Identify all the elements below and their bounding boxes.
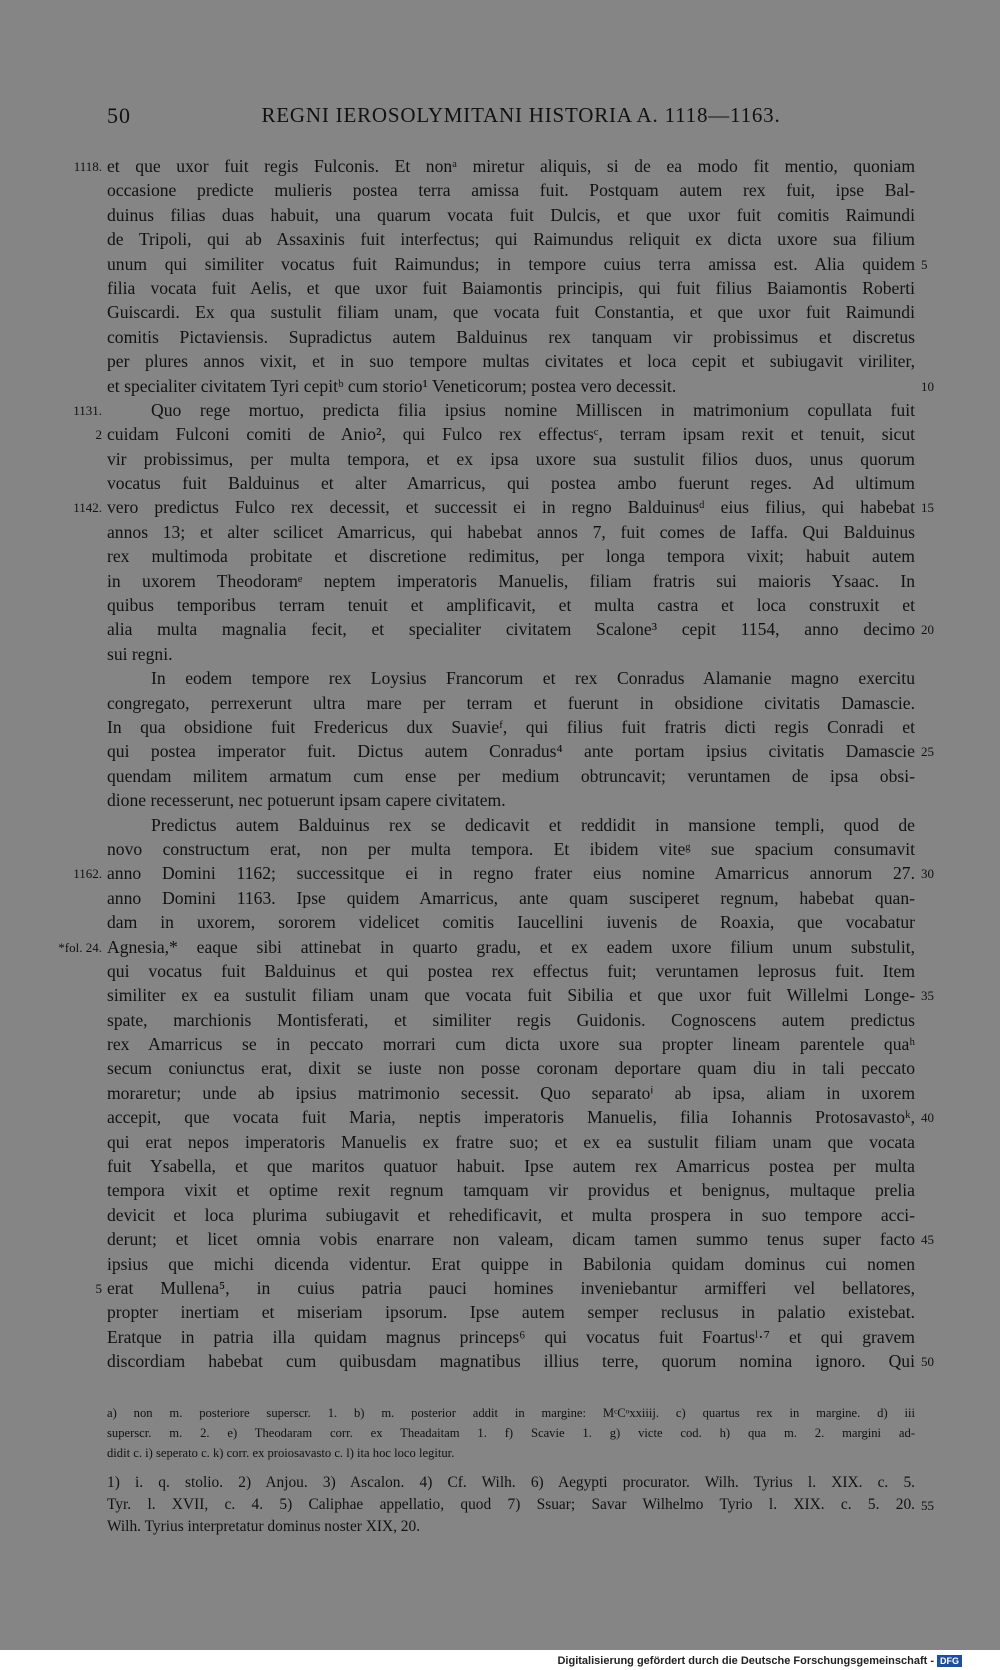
left-margin-note: 5 — [95, 1280, 102, 1296]
text-line — [0, 276, 1000, 300]
text-line — [0, 544, 1000, 568]
footnote-line — [0, 1516, 1000, 1538]
apparatus-line: superscr. m. 2. e) Theodaram corr. ex Theadaitam 1. f) Scavie 1. g) victe cod. h) qua m. 2. margini ad- — [107, 1426, 915, 1440]
text-line — [0, 1081, 1000, 1105]
text-line — [0, 398, 1000, 422]
line-text: quibus temporibus terram tenuit et amplificavit, et multa castra et loca construxit et — [107, 595, 915, 616]
line-text: erat Mullena⁵, in cuius patria pauci homines inveniebantur armifferi vel bellatores, — [107, 1277, 915, 1298]
line-text: moraretur; unde ab ipsius matrimonio secessit. Quo separatoⁱ ab ipsa, aliam in uxorem — [107, 1082, 915, 1103]
line-text: de Tripoli, qui ab Assaxinis fuit interfectus; qui Raimundus reliquit ex dicta uxore sua filium — [107, 229, 915, 250]
text-line — [0, 715, 1000, 739]
text-line — [0, 959, 1000, 983]
line-text: Quo rege mortuo, predicta filia ipsius nomine Milliscen in matrimonium copullata fuit — [151, 399, 915, 420]
text-line — [0, 1130, 1000, 1154]
line-text: anno Domini 1163. Ipse quidem Amarricus, ante quam susciperet regnum, habebat quan- — [107, 887, 915, 908]
text-line — [0, 1056, 1000, 1080]
apparatus-line: a) non m. posteriore superscr. 1. b) m. posterior addit in margine: MᶜCᵒxxiiij. c) quartus rex in margine. d) iii — [107, 1406, 915, 1420]
text-line — [0, 1032, 1000, 1056]
text-line — [0, 447, 1000, 471]
line-text: tempora vixit et optime rexit regnum tamquam vir providus et benignus, multaque prelia — [107, 1180, 915, 1201]
line-number: 35 — [921, 988, 934, 1004]
line-text: per plures annos vixit, et in suo tempore multas civitates et loca cepit et subiugavit viriliter, — [107, 351, 915, 372]
line-number: 15 — [921, 500, 934, 516]
line-text: secum coniunctus erat, dixit se iuste non posse coronam deportare quam diu in tali peccato — [107, 1058, 915, 1079]
line-text: vero predictus Fulco rex decessit, et successit ei in regno Balduinusᵈ eius filius, qui habebat — [107, 497, 915, 518]
footnote-line — [0, 1494, 1000, 1516]
text-line — [0, 495, 1000, 519]
line-text: occasione predicte mulieris postea terra amissa fuit. Postquam autem rex fuit, ipse Bal- — [107, 180, 915, 201]
left-margin-note: 1131. — [73, 402, 102, 418]
line-text: ipsius que michi dicenda videntur. Erat quippe in Babilonia quidam dominus cui nomen — [107, 1253, 915, 1274]
apparatus-line: didit c. i) seperato c. k) corr. ex proiosavasto c. l) ita hoc loco legitur. — [107, 1446, 455, 1460]
line-text: discordiam habebat cum quibusdam magnatibus illius terre, quorum nomina ignoro. Qui — [107, 1351, 915, 1372]
running-title: REGNI IEROSOLYMITANI HISTORIA A. 1118—1163. — [261, 103, 781, 127]
line-text: unum qui similiter vocatus fuit Raimundus; in tempore cuius terra amissa est. Alia quidem — [107, 253, 915, 274]
critical-apparatus — [107, 1403, 915, 1463]
text-line — [0, 1252, 1000, 1276]
text-line — [0, 1325, 1000, 1349]
line-text: similiter ex ea sustulit filiam unam que vocata fuit Sibilia et que uxor fuit Willelmi Longe- — [107, 985, 915, 1006]
footnote-text: Wilh. Tyrius interpretatur dominus noster XIX, 20. — [107, 1518, 421, 1535]
line-number: 40 — [921, 1110, 934, 1126]
text-line — [0, 154, 1000, 178]
line-text: qui vocatus fuit Balduinus et qui postea rex effectus fuit; veruntamen leprosus fuit. Item — [107, 960, 915, 981]
text-line — [0, 910, 1000, 934]
line-text: Agnesia,* eaque sibi attinebat in quarto gradu, et ex eadem uxore filium unum substulit, — [107, 936, 915, 957]
line-text: fuit Ysabella, et que maritos quatuor habuit. Ipse autem rex Amarricus postea per multa — [107, 1156, 915, 1177]
text-line — [0, 1300, 1000, 1324]
line-text: qui erat nepos imperatoris Manuelis ex fratre suo; et ex ea sustulit filiam unam que vocata — [107, 1131, 915, 1152]
line-text: duinus filias duas habuit, una quarum vocata fuit Dulcis, et que uxor fuit comitis Raimundi — [107, 204, 915, 225]
text-line — [0, 691, 1000, 715]
footnote-text: Tyr. l. XVII, c. 4. 5) Caliphae appellatio, quod 7) Ssuar; Savar Wilhelmo Tyrio l. XIX. c. 5. 20. — [107, 1496, 915, 1513]
text-line — [0, 300, 1000, 324]
line-text: sui regni. — [107, 643, 173, 664]
text-line — [0, 593, 1000, 617]
text-line — [0, 203, 1000, 227]
line-number: 45 — [921, 1232, 934, 1248]
text-line — [0, 1008, 1000, 1032]
line-text: dione recesserunt, nec potuerunt ipsam capere civitatem. — [107, 790, 506, 811]
digitization-credit — [557, 1655, 962, 1667]
text-line — [0, 837, 1000, 861]
dfg-logo: DFG — [937, 1655, 962, 1667]
text-line — [0, 861, 1000, 885]
text-line — [0, 739, 1000, 763]
line-text: quendam militem armatum cum ense per medium obtruncavit; veruntamen de ipsa obsi- — [107, 765, 915, 786]
line-text: novo constructum erat, non per multa tempora. Et ibidem viteᵍ sue spacium consumavit — [107, 838, 915, 859]
text-line — [0, 1178, 1000, 1202]
text-line — [0, 617, 1000, 641]
line-number: 55 — [921, 1498, 934, 1513]
line-text: filia vocata fuit Aelis, et que uxor fuit Baiamontis principis, qui fuit filius Baiamontis Roberti — [107, 277, 915, 298]
line-text: In qua obsidione fuit Fredericus dux Suavieᶠ, qui filius fuit fratris dicti regis Conradi et — [107, 716, 915, 737]
text-line — [0, 374, 1000, 398]
text-line — [0, 227, 1000, 251]
line-number: 50 — [921, 1354, 934, 1370]
text-line — [0, 1203, 1000, 1227]
line-text: spate, marchionis Montisferati, et similiter regis Guidonis. Cognoscens autem predictus — [107, 1009, 915, 1030]
line-text: in uxorem Theodoramᵉ neptem imperatoris Manuelis, filiam fratris sui maioris Ysaac. In — [107, 570, 915, 591]
line-text: et specialiter civitatem Tyri cepitᵇ cum storio¹ Veneticorum; postea vero decessit. — [107, 375, 677, 396]
line-number: 5 — [921, 256, 928, 272]
page-header — [107, 103, 935, 133]
line-text: dam in uxorem, sororem videlicet comitis Iaucellini iuvenis de Roaxia, que vocabatur — [107, 912, 915, 933]
line-text: vocatus fuit Balduinus et alter Amarricus, qui postea ambo fuerunt reges. Ad ultimum — [107, 473, 915, 494]
text-line — [0, 349, 1000, 373]
footnote-text: 1) i. q. stolio. 2) Anjou. 3) Ascalon. 4) Cf. Wilh. 6) Aegypti procurator. Wilh. Tyrius l. XIX. c. 5. — [107, 1474, 915, 1491]
text-line — [0, 1349, 1000, 1373]
footnotes — [0, 1472, 1000, 1538]
text-line — [0, 178, 1000, 202]
text-line — [0, 666, 1000, 690]
text-line — [0, 520, 1000, 544]
line-text: anno Domini 1162; successitque ei in regno frater eius nomine Amarricus annorum 27. — [107, 863, 915, 884]
line-text: vir probissimus, per multa tempora, et ex ipsa uxore sua sustulit filios duos, unus quorum — [107, 448, 915, 469]
line-text: rex multimoda probitate et discretione redimitus, per longa tempora vixit; habuit autem — [107, 546, 915, 567]
text-line — [0, 788, 1000, 812]
left-margin-note: 1142. — [73, 500, 102, 516]
line-text: congregato, perrexerunt ultra mare per terram et fuerunt in obsidione civitatis Damascie. — [107, 692, 915, 713]
left-margin-note: 1118. — [73, 159, 102, 174]
line-text: derunt; et licet omnia vobis enarrare non valeam, dicam tamen summo tenus super facto — [107, 1229, 915, 1250]
line-number: 10 — [921, 378, 934, 394]
line-text: Eratque in patria illa quidam magnus princeps⁶ qui vocatus fuit Foartusˡ·⁷ et qui gravem — [107, 1326, 915, 1347]
text-line — [0, 569, 1000, 593]
line-text: alia multa magnalia fecit, et specialiter civitatem Scalone³ cepit 1154, anno decimo — [107, 619, 915, 640]
line-text: In eodem tempore rex Loysius Francorum et rex Conradus Alamanie magno exercitu — [151, 668, 915, 689]
line-text: Predictus autem Balduinus rex se dedicavit et reddidit in mansione templi, quod de — [151, 814, 915, 835]
line-text: comitis Pictaviensis. Supradictus autem Balduinus rex tanquam vir probissimus et discretus — [107, 326, 915, 347]
text-line — [0, 983, 1000, 1007]
footnote-line — [0, 1472, 1000, 1494]
text-line — [0, 325, 1000, 349]
text-line — [0, 764, 1000, 788]
line-text: qui postea imperator fuit. Dictus autem Conradus⁴ ante portam ipsius civitatis Damascie — [107, 741, 915, 762]
text-line — [0, 1154, 1000, 1178]
line-text: et que uxor fuit regis Fulconis. Et nonᵃ miretur aliquis, si de ea modo fit mentio, quoniam — [107, 156, 915, 176]
line-number: 20 — [921, 622, 934, 638]
text-line — [0, 642, 1000, 666]
text-line — [0, 935, 1000, 959]
page-number: 50 — [107, 103, 131, 128]
left-margin-note: 2 — [95, 427, 102, 443]
credit-text: Digitalisierung gefördert durch die Deutsche Forschungsgemeinschaft - — [557, 1655, 934, 1667]
text-line — [0, 813, 1000, 837]
line-text: devicit et loca plurima subiugavit et rehedificavit, et multa prospera in suo tempore acci- — [107, 1204, 915, 1225]
text-line — [0, 471, 1000, 495]
text-line — [0, 252, 1000, 276]
text-line — [0, 1276, 1000, 1300]
left-margin-note: *fol. 24. — [58, 939, 102, 955]
line-text: annos 13; et alter scilicet Amarricus, qui habebat annos 7, fuit comes de Iaffa. Qui Balduinus — [107, 521, 915, 542]
line-text: accepit, que vocata fuit Maria, neptis imperatoris Manuelis, filia Iohannis Protosavastoᵏ, — [107, 1107, 915, 1128]
main-text — [0, 154, 1000, 1374]
text-line — [0, 1105, 1000, 1129]
left-margin-note: 1162. — [73, 866, 102, 882]
line-number: 30 — [921, 866, 934, 882]
text-line — [0, 1227, 1000, 1251]
line-text: cuidam Fulconi comiti de Anio², qui Fulco rex effectusᶜ, terram ipsam rexit et tenuit, sicut — [107, 424, 915, 445]
text-line — [0, 422, 1000, 446]
text-line — [0, 886, 1000, 910]
line-text: Guiscardi. Ex qua sustulit filiam unam, que vocata fuit Constantia, et que uxor fuit Raimundi — [107, 302, 915, 323]
line-number: 25 — [921, 744, 934, 760]
line-text: propter inertiam et miseriam ipsorum. Ipse autem semper reclusus in palatio existebat. — [107, 1302, 915, 1323]
line-text: rex Amarricus se in peccato morrari cum dicta uxore sua propter lineam parentele quaʰ — [107, 1034, 915, 1055]
